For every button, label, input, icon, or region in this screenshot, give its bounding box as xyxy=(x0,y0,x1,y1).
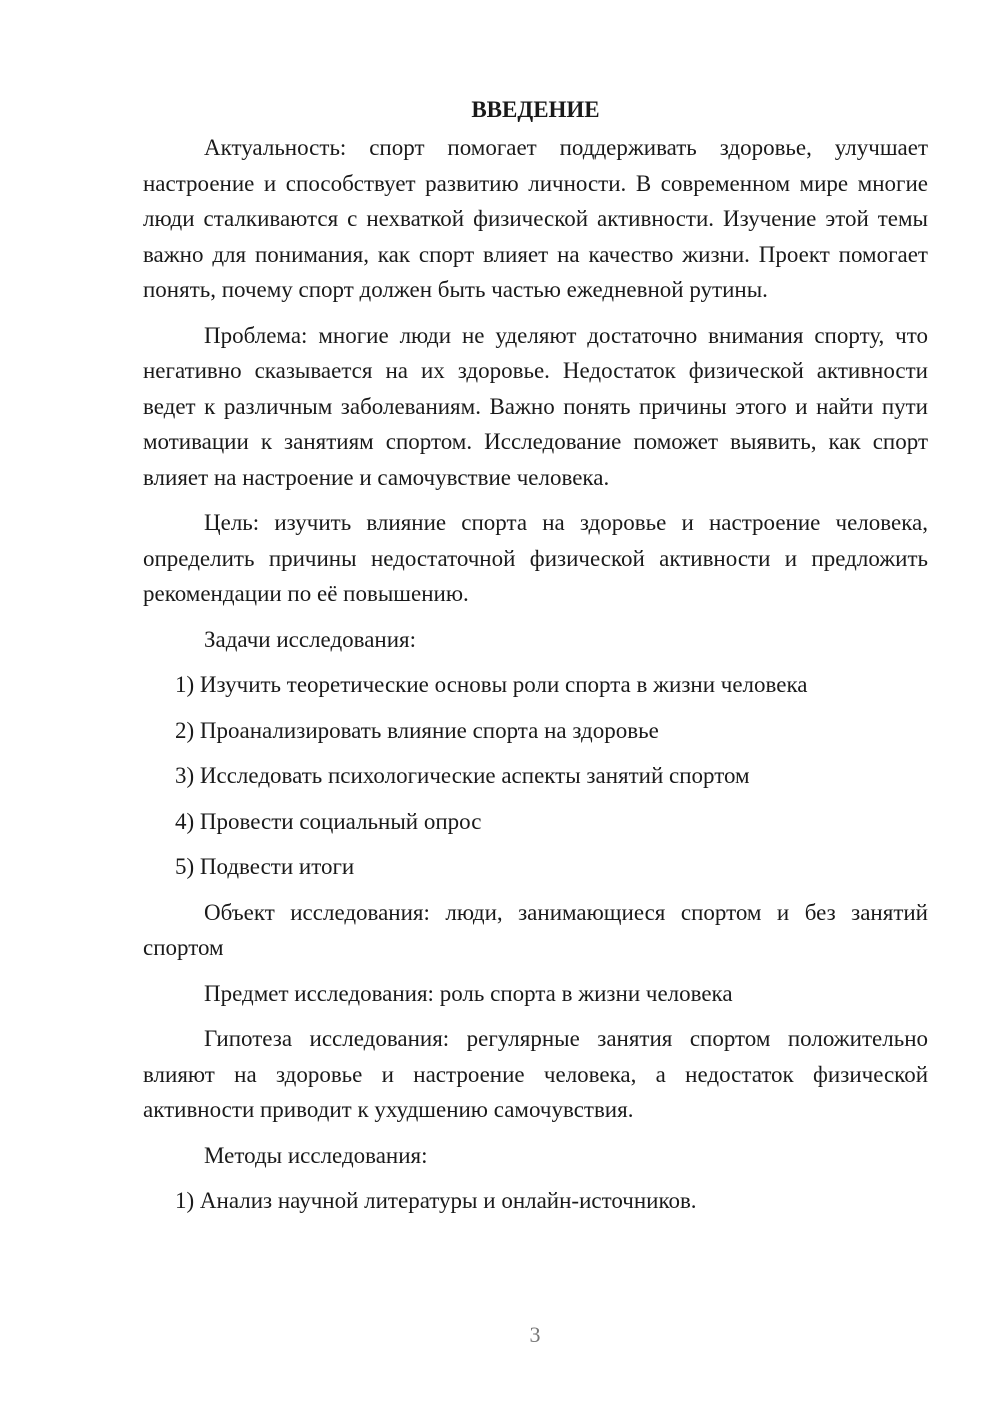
relevance-paragraph: Актуальность: спорт помогает поддерживать здоровье, улучшает настроение и способствует развитию личности. В современном мире многие люди сталкиваются с нехваткой физической активности. Изучение этой темы важно для понимания, как спорт влияет на качество жизни. Проект помогает понять, почему спорт должен быть частью ежедневной рутины. xyxy=(143,135,928,302)
task-item: 4) Провести социальный опрос xyxy=(175,808,482,834)
page-number: 3 xyxy=(529,1322,541,1347)
subject-paragraph: Предмет исследования: роль спорта в жизни человека xyxy=(204,980,733,1006)
object-paragraph: Объект исследования: люди, занимающиеся спортом и без занятий спортом xyxy=(143,899,928,960)
section-title: ВВЕДЕНИЕ xyxy=(471,97,600,122)
task-item: 5) Подвести итоги xyxy=(175,854,355,879)
method-item: 1) Анализ научной литературы и онлайн-источников. xyxy=(175,1188,697,1213)
tasks-heading: Задачи исследования: xyxy=(204,626,417,652)
task-item: 2) Проанализировать влияние спорта на здоровье xyxy=(175,717,659,743)
task-item: 3) Исследовать психологические аспекты занятий спортом xyxy=(175,763,750,788)
document-page xyxy=(143,92,928,1229)
task-item: 1) Изучить теоретические основы роли спорта в жизни человека xyxy=(175,672,808,697)
methods-heading: Методы исследования: xyxy=(204,1142,428,1168)
goal-paragraph: Цель: изучить влияние спорта на здоровье и настроение человека, определить причины недостаточной физической активности и предложить рекомендации по её повышению. xyxy=(143,510,928,606)
problem-paragraph: Проблема: многие люди не уделяют достаточно внимания спорту, что негативно сказывается на их здоровье. Недостаток физической активности ведет к различным заболеваниям. Важно понять причины этого и найти пути мотивации к занятиям спортом. Исследование поможет выявить, как спорт влияет на настроение и самочувствие человека. xyxy=(143,322,928,490)
methods-list xyxy=(143,1183,928,1219)
hypothesis-paragraph: Гипотеза исследования: регулярные занятия спортом положительно влияют на здоровье и настроение человека, а недостаток физической активности приводит к ухудшению самочувствия. xyxy=(143,1026,928,1122)
tasks-list xyxy=(143,667,928,885)
